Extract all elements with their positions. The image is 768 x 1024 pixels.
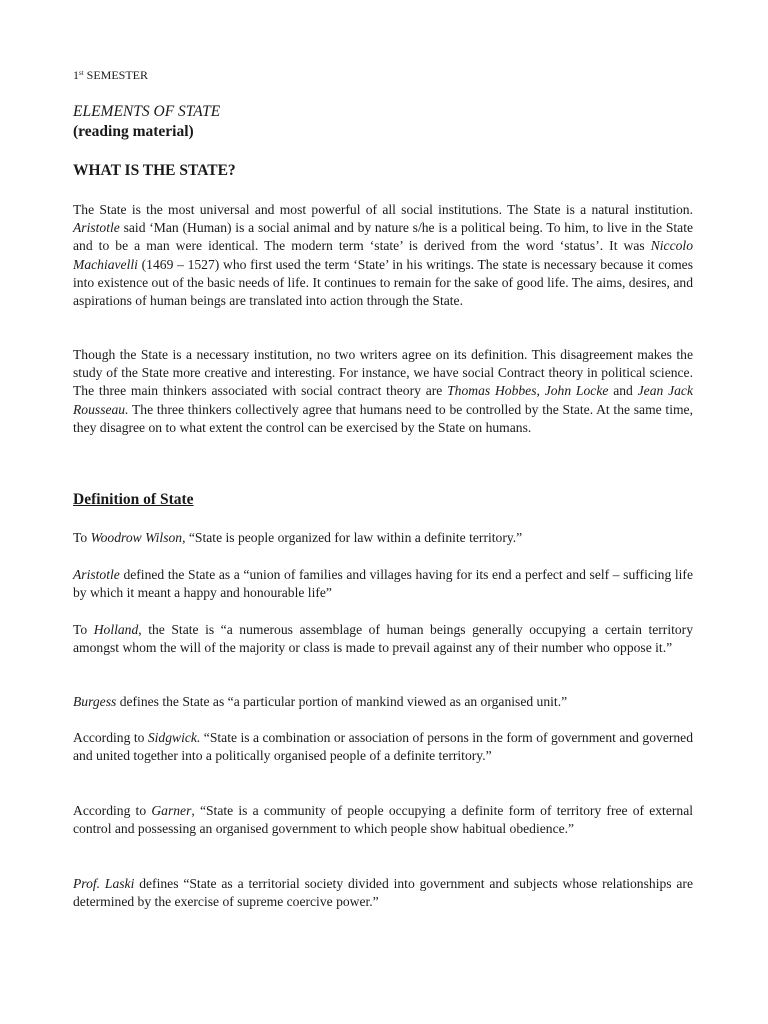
text-run: , “State is people organized for law within a definite territory.” [182, 530, 523, 545]
text-run: , “State is a community of people occupying a definite form of territory free of external control and possessing an organised government to which people show habitual obedience.” [73, 803, 693, 837]
text-run: defines “State as a territorial society divided into government and subjects whose relationships are determined by the exercise of supreme coercive power.” [73, 876, 693, 910]
paragraph-definition-disagreement [73, 346, 693, 437]
definition-sidgwick [73, 729, 693, 765]
text-run: According to [73, 803, 152, 818]
italic-name: Aristotle [73, 567, 120, 582]
document-title: ELEMENTS OF STATE [73, 103, 221, 120]
text-run: “State is a combination or association of persons in the form of government and governed and united together into a politically organised people of a definite territory.” [73, 730, 694, 764]
semester-ordinal: st [79, 69, 84, 77]
text-run: To [73, 530, 91, 545]
italic-name: Burgess [73, 694, 117, 709]
italic-name: Woodrow Wilson [90, 530, 183, 545]
text-run: According to [73, 730, 148, 745]
text-run: , [536, 383, 545, 399]
definition-burgess [73, 693, 693, 711]
italic-name: Aristotle [73, 220, 120, 236]
semester-label [73, 68, 148, 82]
text-run: said ‘Man (Human) is a social animal and by nature s/he is a political being. To him, to live in the State and to be a man were identical. The modern term ‘state’ is derived from the word ‘status’. It was [73, 220, 693, 254]
text-run: defines the State as “a particular portion of mankind viewed as an organised unit.” [116, 694, 568, 709]
italic-name: Niccolo Machiavelli [73, 238, 693, 272]
text-run: and [608, 383, 638, 399]
text-run: defined the State as a “union of families and villages having for its end a perfect and self – sufficing life by which it meant a happy and honourable life” [73, 567, 693, 601]
italic-name: Holland [93, 622, 139, 637]
definition-garner [73, 802, 693, 838]
section-heading-definition-of-state: Definition of State [73, 491, 194, 508]
section-heading-what-is-state: WHAT IS THE STATE? [73, 162, 236, 179]
definition-holland [73, 621, 693, 657]
semester-word: SEMESTER [86, 68, 149, 82]
text-run: The State is the most universal and most powerful of all social institutions. The State is a natural institution. [73, 202, 693, 217]
text-run: To [73, 622, 94, 637]
definition-aristotle [73, 566, 693, 602]
text-run: Though the State is a necessary institution, no two writers agree on its definition. This disagreement makes the study of the State more creative and interesting. For instance, we have social Contract theory in political science. The three main thinkers associated with social contract theory are [73, 347, 693, 399]
italic-name: Thomas Hobbes [447, 383, 537, 399]
text-run: (1469 – 1527) who first used the term ‘State’ in his writings. The state is necessary because it comes into existence out of the basic needs of life. It continues to remain for the sake of good life. The aims, desires, and aspirations of human beings are translated into action through the State. [73, 256, 693, 309]
italic-name: Jean Jack Rousseau. [73, 383, 693, 417]
semester-number: 1 [73, 68, 79, 82]
definition-laski [73, 875, 693, 911]
italic-name: John Locke [544, 383, 609, 399]
text-run: , the State is “a numerous assemblage of human beings generally occupying a certain territory amongst whom the will of the majority or class is made to prevail against any of their number who oppose it.” [73, 622, 693, 656]
definition-wilson [73, 529, 693, 547]
text-run: The three thinkers collectively agree that humans need to be controlled by the State. At the same time, they disagree on to what extent the control can be exercised by the State on humans. [73, 401, 693, 435]
document-subtitle: (reading material) [73, 123, 194, 140]
italic-name: Prof. Laski [73, 876, 135, 891]
italic-name: Garner [151, 803, 192, 818]
paragraph-intro [73, 201, 693, 310]
italic-name: Sidgwick. [147, 730, 201, 745]
